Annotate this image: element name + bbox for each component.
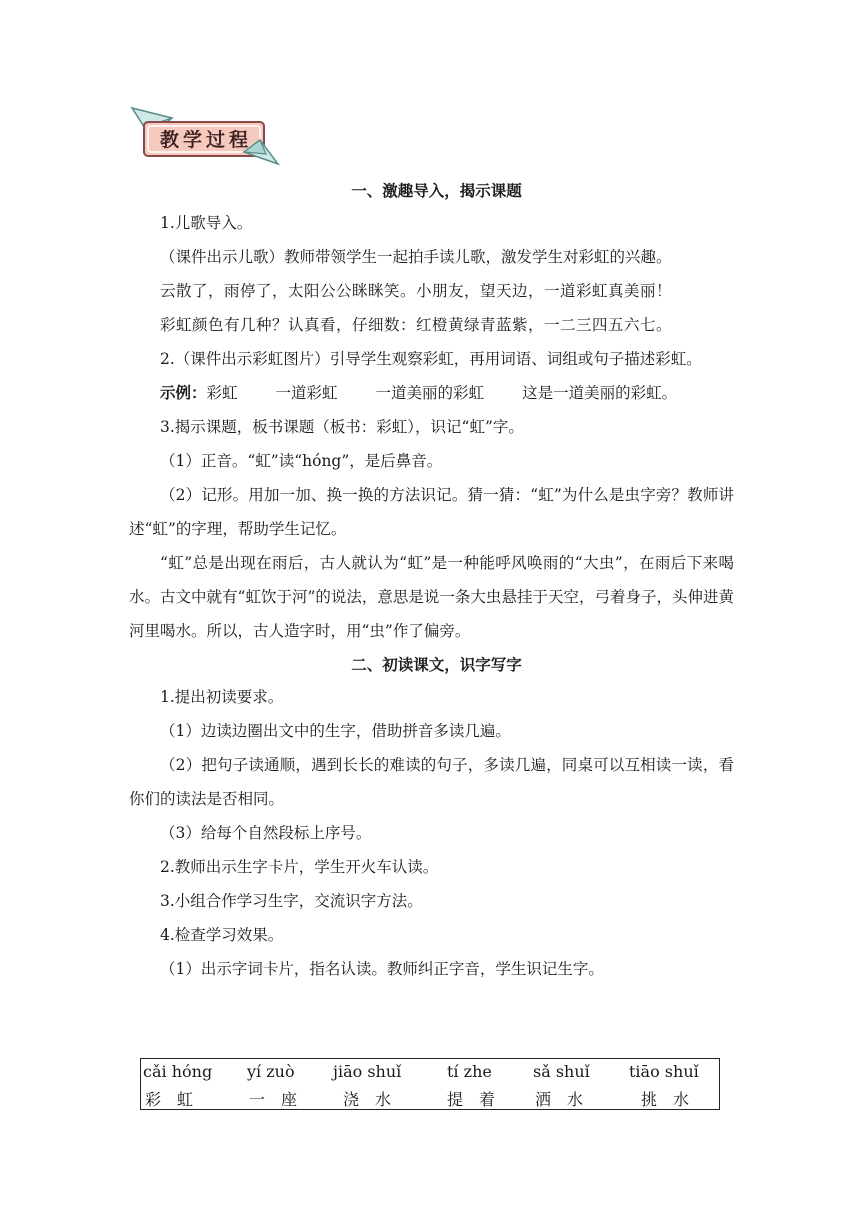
example-word: 一道美丽的彩虹 xyxy=(375,384,485,402)
paragraph: （2）记形。用加一加、换一换的方法识记。猜一猜：“虹”为什么是虫字旁？教师讲述“虹”的字理，帮助学生记忆。 xyxy=(129,486,734,538)
paragraph: 2.（课件出示彩虹图片）引导学生观察彩虹，再用词语、词组或句子描述彩虹。 xyxy=(160,350,702,368)
lesson-content xyxy=(129,176,734,986)
pinyin: tiāo shuǐ xyxy=(629,1062,699,1081)
rhyme-line: 彩虹颜色有几种？认真看，仔细数：红橙黄绿青蓝紫，一二三四五六七。 xyxy=(160,316,673,334)
paragraph: （2）把句子读通顺，遇到长长的难读的句子，多读几遍，同桌可以互相读一读，看你们的读法是否相同。 xyxy=(129,756,734,808)
hanzi: 提 着 xyxy=(447,1090,496,1109)
paragraph: （3）给每个自然段标上序号。 xyxy=(160,824,372,842)
section-title: 一、激趣导入，揭示课题 xyxy=(351,182,522,200)
pinyin: sǎ shuǐ xyxy=(533,1062,590,1081)
paragraph: （1）正音。“虹”读“hóng”，是后鼻音。 xyxy=(160,452,443,470)
hanzi: 挑 水 xyxy=(641,1090,690,1109)
paragraph: 1.提出初读要求。 xyxy=(160,688,284,706)
hanzi: 一 座 xyxy=(249,1090,298,1109)
hanzi: 洒 水 xyxy=(535,1090,584,1109)
paragraph: 1.儿歌导入。 xyxy=(160,214,253,232)
example-word: 彩虹 xyxy=(206,384,238,402)
paragraph: “虹”总是出现在雨后，古人就认为“虹”是一种能呼风唤雨的“大虫”，在雨后下来喝水。古文中就有“虹饮于河”的说法，意思是说一条大虫悬挂于天空，弓着身子，头伸进黄河里喝水。所以，古人造字时，用“虫”作了偏旁。 xyxy=(129,554,734,640)
paragraph: （1）出示字词卡片，指名认读。教师纠正字音，学生识记生字。 xyxy=(160,960,604,978)
rhyme-line: 云散了，雨停了，太阳公公眯眯笑。小朋友，望天边，一道彩虹真美丽！ xyxy=(160,282,673,300)
pinyin: yí zuò xyxy=(247,1062,295,1081)
pinyin: jiāo shuǐ xyxy=(333,1062,402,1081)
section-badge xyxy=(128,104,288,170)
paragraph: （课件出示儿歌）教师带领学生一起拍手读儿歌，激发学生对彩虹的兴趣。 xyxy=(160,248,672,266)
hanzi: 彩 虹 xyxy=(145,1090,194,1109)
paragraph: （1）边读边圈出文中的生字，借助拼音多读几遍。 xyxy=(160,722,511,740)
paragraph: 2.教师出示生字卡片，学生开火车认读。 xyxy=(160,858,439,876)
pinyin: tí zhe xyxy=(447,1062,492,1081)
paragraph: 3.小组合作学习生字，交流识字方法。 xyxy=(160,892,423,910)
section-title: 二、初读课文，识字写字 xyxy=(351,656,522,674)
badge-label: 教学过程 xyxy=(159,129,252,151)
example-word: 一道彩虹 xyxy=(275,384,338,402)
example-line xyxy=(129,376,734,410)
paragraph: 4.检查学习效果。 xyxy=(160,926,284,944)
example-label: 示例： xyxy=(160,384,207,402)
word-card-table xyxy=(140,1058,720,1110)
example-word: 这是一道美丽的彩虹。 xyxy=(522,384,678,402)
hanzi: 浇 水 xyxy=(343,1090,392,1109)
paragraph: 3.揭示课题，板书课题（板书：彩虹），识记“虹”字。 xyxy=(160,418,524,436)
pinyin: cǎi hóng xyxy=(143,1062,213,1081)
